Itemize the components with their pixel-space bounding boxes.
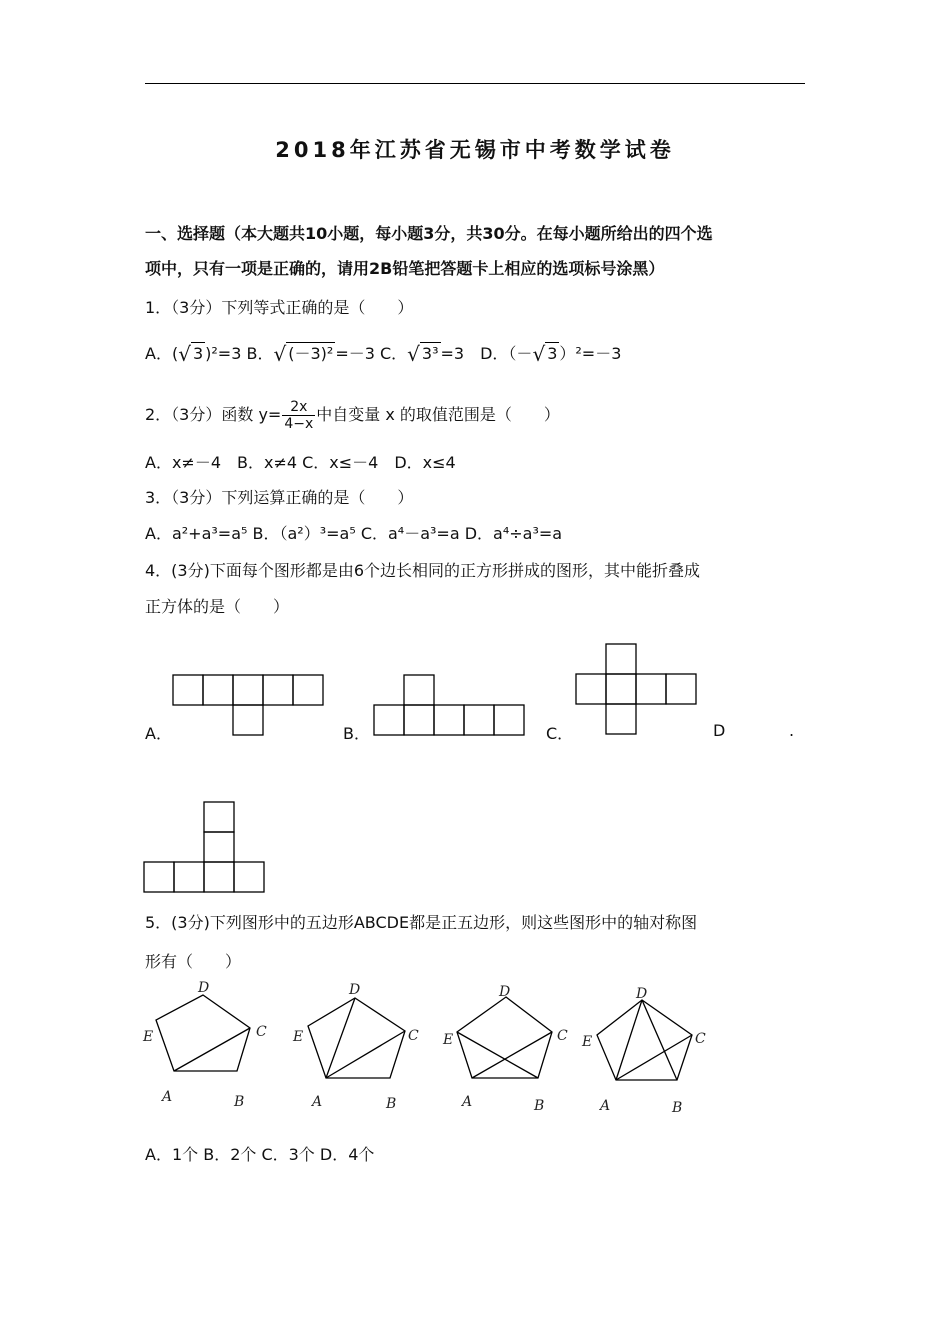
- vertex-label-e: E: [143, 1029, 154, 1045]
- q2-stem: [145, 398, 560, 432]
- vertex-label-b: B: [386, 1096, 397, 1112]
- vertex-label-d: D: [636, 986, 648, 1002]
- q4-label-b: B．: [343, 724, 370, 743]
- q2-fraction-denominator: 4−x: [284, 416, 314, 432]
- q4-label-d: D: [713, 721, 726, 740]
- vertex-label-e: E: [293, 1029, 304, 1045]
- q4-label-d-dot: .: [789, 721, 795, 740]
- vertex-label-d: D: [198, 980, 210, 996]
- q5-pentagon-1: [140, 980, 280, 1115]
- vertex-label-d: D: [499, 984, 511, 1000]
- q5-pentagon-2: [290, 980, 430, 1115]
- vertex-label-e: E: [443, 1032, 454, 1048]
- q4-net-d: [144, 802, 264, 892]
- q5-stem-line1: 5．(3分)下列图形中的五边形ABCDE都是正五边形，则这些图形中的轴对称图: [145, 913, 698, 932]
- q4-net-a: [173, 675, 325, 735]
- header-rule: [145, 83, 805, 84]
- sqrt-sign: √: [273, 342, 287, 366]
- q1-options: [145, 342, 621, 365]
- vertex-label-b: B: [234, 1094, 245, 1110]
- vertex-label-c: C: [695, 1031, 706, 1047]
- q2-stem-post: 中自变量 x 的取值范围是（ ）: [316, 405, 560, 424]
- q3-options: A．a²+a³=a⁵ B．（a²）³=a⁵ C．a⁴－a³=a D．a⁴÷a³=a: [145, 524, 563, 543]
- q1-b-pre: B．: [241, 344, 274, 363]
- q5-pentagon-3: [440, 980, 580, 1115]
- q1-a-radicand: 3: [192, 344, 204, 363]
- q1-stem: 1．（3分）下列等式正确的是（ ）: [145, 298, 414, 317]
- vertex-label-c: C: [256, 1024, 267, 1040]
- q5-pentagon-4: [580, 980, 720, 1120]
- q5-stem-line2: 形有（ ）: [145, 952, 242, 971]
- vertex-label-c: C: [408, 1028, 419, 1044]
- vertex-label-c: C: [557, 1028, 568, 1044]
- q2-stem-pre: 2．（3分）函数 y=: [145, 405, 282, 424]
- q2-fraction-numerator: 2x: [282, 399, 315, 416]
- q4-label-a: A．: [145, 724, 172, 743]
- q1-a-pre: A．(: [145, 344, 179, 363]
- section-heading-line2: 项中，只有一项是正确的，请用2B铅笔把答题卡上相应的选项标号涂黑）: [145, 259, 665, 278]
- q4-net-b: [374, 675, 526, 735]
- sqrt-sign: √: [407, 342, 420, 366]
- sqrt-sign: √: [178, 342, 191, 366]
- q1-d-radicand: 3: [547, 344, 558, 363]
- q1-c-post: =3: [440, 344, 465, 363]
- page-title: 2018年江苏省无锡市中考数学试卷: [275, 138, 675, 162]
- vertex-label-a: A: [600, 1098, 611, 1114]
- vertex-label-a: A: [162, 1089, 173, 1105]
- vertex-label-d: D: [349, 982, 361, 998]
- q1-c-pre: C．: [374, 344, 408, 363]
- q4-stem-line2: 正方体的是（ ）: [145, 597, 290, 616]
- vertex-label-e: E: [582, 1034, 593, 1050]
- q4-stem-line1: 4．(3分)下面每个图形都是由6个边长相同的正方形拼成的图形，其中能折叠成: [145, 561, 701, 580]
- q1-c-radicand: 3³: [421, 344, 439, 363]
- q1-b-radicand: (－3)²: [288, 344, 334, 363]
- q3-stem: 3．（3分）下列运算正确的是（ ）: [145, 488, 414, 507]
- section-heading-line1: 一、选择题（本大题共10小题，每小题3分，共30分。在每小题所给出的四个选: [145, 224, 713, 243]
- vertex-label-a: A: [312, 1094, 323, 1110]
- q1-d-pre: D．（－: [464, 344, 533, 363]
- vertex-label-b: B: [672, 1100, 683, 1116]
- q1-a-post: )²=3: [205, 344, 242, 363]
- sqrt-sign: √: [532, 342, 546, 366]
- q2-options: A．x≠－4 B．x≠4 C．x≤－4 D．x≤4: [145, 453, 456, 472]
- q1-b-post: =－3: [335, 344, 375, 363]
- vertex-label-b: B: [534, 1098, 545, 1114]
- q4-label-c: C．: [546, 724, 574, 743]
- q1-d-post: ）²=－3: [559, 344, 622, 363]
- vertex-label-a: A: [462, 1094, 473, 1110]
- q4-net-c: [576, 644, 698, 734]
- q2-fraction: [282, 399, 315, 432]
- q5-options: A．1个 B．2个 C．3个 D．4个: [145, 1145, 375, 1164]
